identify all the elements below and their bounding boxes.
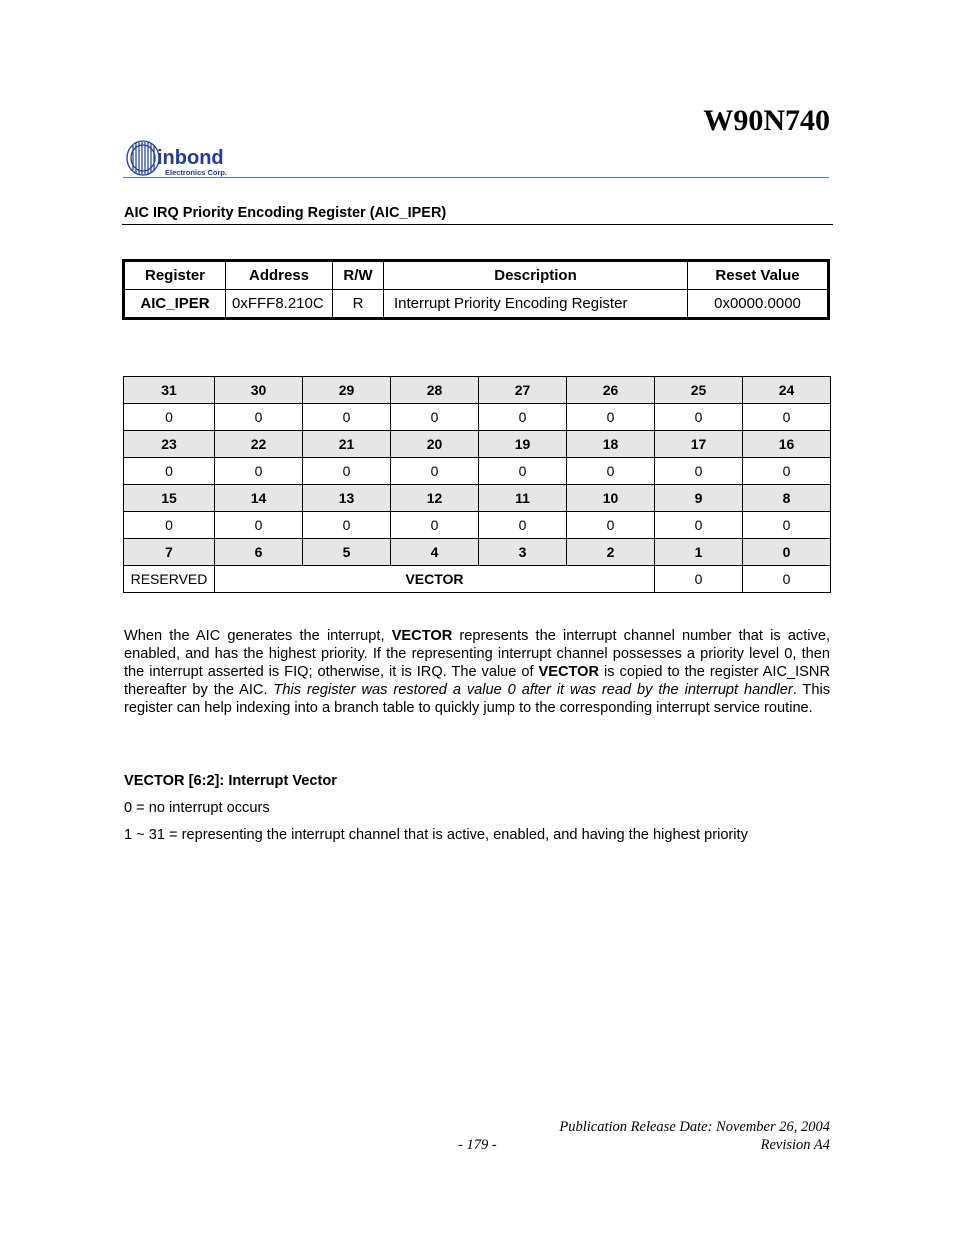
bit-number-cell: 20 bbox=[391, 431, 479, 458]
bit-value-cell: 0 bbox=[655, 458, 743, 485]
register-description: Interrupt Priority Encoding Register bbox=[384, 290, 688, 319]
bit-row-fields bbox=[124, 566, 831, 593]
bit-number-cell: 6 bbox=[215, 539, 303, 566]
bit-value-cell: 0 bbox=[124, 404, 215, 431]
para-text-2: represents the interrupt channel number that is active, enabled, and has the highest priority. If the representing interrupt channel possesses a priority level 0, then the interrupt asserted is FIQ; otherwise, it is IRQ. The value of bbox=[124, 628, 830, 680]
bit-number-cell: 25 bbox=[655, 377, 743, 404]
bit-value-cell: 0 bbox=[215, 404, 303, 431]
bit-value-cell: 0 bbox=[743, 404, 831, 431]
product-name: W90N740 bbox=[703, 104, 830, 137]
bit-number-cell: 1 bbox=[655, 539, 743, 566]
field-vector: VECTOR bbox=[215, 566, 655, 593]
bit-value-cell: 0 bbox=[479, 512, 567, 539]
register-row bbox=[124, 290, 829, 319]
bit-number-cell: 23 bbox=[124, 431, 215, 458]
bit-value-cell: 0 bbox=[655, 404, 743, 431]
winbond-logo bbox=[125, 138, 255, 180]
bit-value-cell: 0 bbox=[743, 458, 831, 485]
register-reset-value: 0x0000.0000 bbox=[688, 290, 829, 319]
register-table bbox=[122, 259, 830, 320]
bit-number-cell: 26 bbox=[567, 377, 655, 404]
bit-number-cell: 28 bbox=[391, 377, 479, 404]
header-description: Description bbox=[384, 261, 688, 290]
footer-page-number: - 179 - bbox=[458, 1137, 497, 1153]
register-table-header bbox=[124, 261, 829, 290]
bit-value-cell: 0 bbox=[567, 404, 655, 431]
bit-number-cell: 0 bbox=[743, 539, 831, 566]
bit-number-row bbox=[124, 377, 831, 404]
bit-number-cell: 17 bbox=[655, 431, 743, 458]
bit-number-cell: 30 bbox=[215, 377, 303, 404]
bit-value-cell: 0 bbox=[567, 512, 655, 539]
bit-value-row bbox=[124, 512, 831, 539]
bit-number-cell: 12 bbox=[391, 485, 479, 512]
bit-value-cell: 0 bbox=[215, 512, 303, 539]
bit-number-cell: 27 bbox=[479, 377, 567, 404]
field-line-2: 1 ~ 31 = representing the interrupt channel that is active, enabled, and having the highest priority bbox=[124, 827, 748, 843]
bit-value-cell: 0 bbox=[391, 404, 479, 431]
bit-number-cell: 10 bbox=[567, 485, 655, 512]
bit-number-cell: 9 bbox=[655, 485, 743, 512]
bit-number-cell: 2 bbox=[567, 539, 655, 566]
bit-number-cell: 24 bbox=[743, 377, 831, 404]
bit-value-cell: 0 bbox=[743, 512, 831, 539]
bit-number-row bbox=[124, 539, 831, 566]
header-rw: R/W bbox=[333, 261, 384, 290]
description-paragraph bbox=[124, 627, 830, 717]
header-rule bbox=[123, 177, 829, 178]
bit-number-cell: 16 bbox=[743, 431, 831, 458]
register-name: AIC_IPER bbox=[124, 290, 226, 319]
bit-value-cell: 0 bbox=[303, 512, 391, 539]
logo-text: inbond bbox=[157, 147, 224, 169]
section-title: AIC IRQ Priority Encoding Register (AIC_IPER) bbox=[124, 205, 447, 221]
field-line-1: 0 = no interrupt occurs bbox=[124, 800, 270, 816]
bit-value-cell: 0 bbox=[124, 512, 215, 539]
bit-value-cell: 0 bbox=[655, 512, 743, 539]
bit-number-cell: 7 bbox=[124, 539, 215, 566]
bit-number-cell: 19 bbox=[479, 431, 567, 458]
register-address: 0xFFF8.210C bbox=[226, 290, 333, 319]
bit-value-row bbox=[124, 458, 831, 485]
bit-number-cell: 22 bbox=[215, 431, 303, 458]
bit-number-cell: 31 bbox=[124, 377, 215, 404]
field-bit1: 0 bbox=[655, 566, 743, 593]
bit-value-row bbox=[124, 404, 831, 431]
para-vector-1: VECTOR bbox=[391, 628, 453, 644]
bit-number-cell: 13 bbox=[303, 485, 391, 512]
footer-release-date: Publication Release Date: November 26, 2004 bbox=[559, 1119, 830, 1135]
bit-value-cell: 0 bbox=[479, 458, 567, 485]
bit-number-cell: 11 bbox=[479, 485, 567, 512]
field-title: VECTOR [6:2]: Interrupt Vector bbox=[124, 773, 337, 789]
footer-revision: Revision A4 bbox=[760, 1137, 830, 1153]
bit-value-cell: 0 bbox=[391, 458, 479, 485]
para-vector-2: VECTOR bbox=[538, 664, 600, 680]
para-italic: This register was restored a value 0 after it was read by the interrupt handler bbox=[273, 682, 793, 698]
bit-value-cell: 0 bbox=[479, 404, 567, 431]
bit-value-cell: 0 bbox=[124, 458, 215, 485]
bit-number-cell: 18 bbox=[567, 431, 655, 458]
header-reset-value: Reset Value bbox=[688, 261, 829, 290]
field-bit0: 0 bbox=[743, 566, 831, 593]
para-text-1: When the AIC generates the interrupt, bbox=[124, 628, 392, 644]
bit-number-cell: 21 bbox=[303, 431, 391, 458]
field-reserved: RESERVED bbox=[124, 566, 215, 593]
bit-number-cell: 15 bbox=[124, 485, 215, 512]
bit-value-cell: 0 bbox=[215, 458, 303, 485]
bit-number-row bbox=[124, 431, 831, 458]
bit-number-cell: 4 bbox=[391, 539, 479, 566]
bit-value-cell: 0 bbox=[303, 458, 391, 485]
bit-value-cell: 0 bbox=[391, 512, 479, 539]
bit-value-cell: 0 bbox=[303, 404, 391, 431]
header-address: Address bbox=[226, 261, 333, 290]
header-register: Register bbox=[124, 261, 226, 290]
bit-number-cell: 14 bbox=[215, 485, 303, 512]
bit-number-cell: 5 bbox=[303, 539, 391, 566]
logo-subtext: Electronics Corp. bbox=[165, 168, 228, 177]
bit-number-cell: 29 bbox=[303, 377, 391, 404]
bit-field-table bbox=[123, 376, 831, 593]
section-rule bbox=[122, 224, 833, 225]
bit-number-cell: 8 bbox=[743, 485, 831, 512]
bit-value-cell: 0 bbox=[567, 458, 655, 485]
bit-number-cell: 3 bbox=[479, 539, 567, 566]
bit-number-row bbox=[124, 485, 831, 512]
para-text-4: . This register can help indexing into a branch table to quickly jump to the corresponding interrupt service routine. bbox=[124, 682, 830, 716]
register-rw: R bbox=[333, 290, 384, 319]
para-text-3: is copied to the register AIC_ISNR thereafter by the AIC. bbox=[124, 664, 830, 698]
